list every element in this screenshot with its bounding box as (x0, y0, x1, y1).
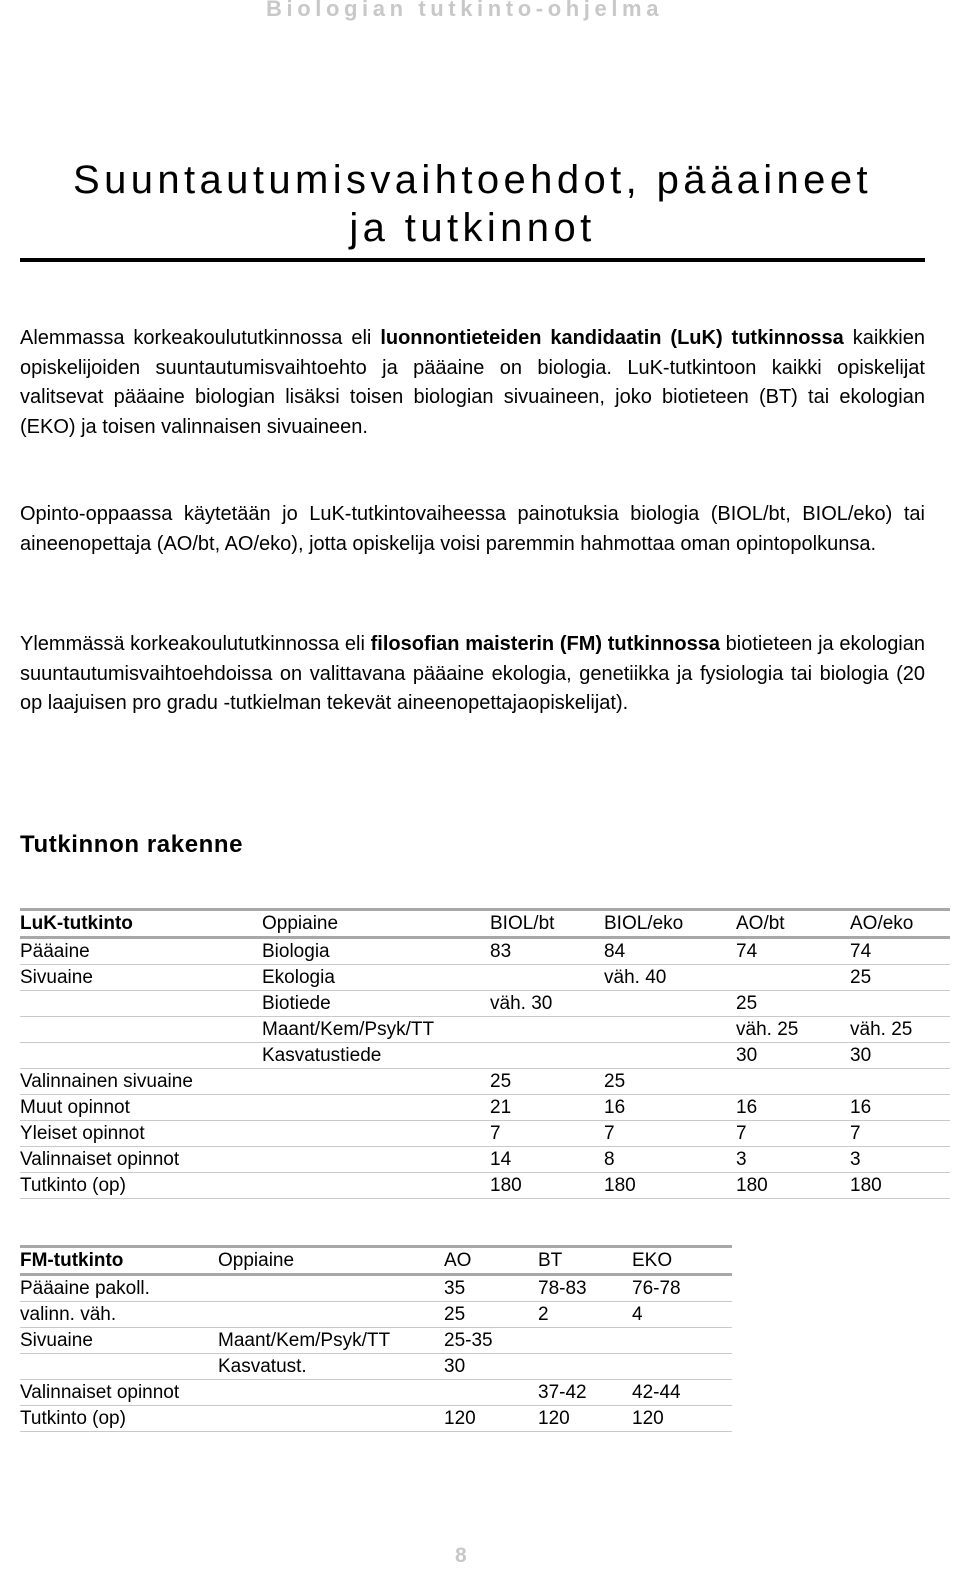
table-row (20, 965, 950, 991)
paragraph-text: kaikkien opiskelijoiden suuntautumisvaihtoehto ja pääaine on biologia. LuK-tutkintoon kaikki opiskelijat valitsevat pääaine biologian lisäksi toisen biologian sivuaineen, joko biotieteen (BT) tai ekologian (EKO) ja toisen valinnaisen sivuaineen. (20, 327, 925, 438)
page-title-line-2: ja tutkinnot (349, 206, 596, 250)
table-row (20, 1302, 732, 1328)
table-cell: Kasvatustiede (262, 1043, 490, 1069)
table-cell: 74 (736, 938, 850, 965)
table-cell: 30 (444, 1354, 538, 1380)
table-row (20, 1095, 950, 1121)
table-cell (262, 1173, 490, 1199)
running-header: Biologian tutkinto-ohjelma (266, 0, 664, 21)
table-cell: Valinnainen sivuaine (20, 1069, 262, 1095)
table-cell: Sivuaine (20, 1328, 218, 1354)
table-cell: 25-35 (444, 1328, 538, 1354)
table-cell: 8 (604, 1147, 736, 1173)
paragraph-fm-degree (20, 630, 925, 719)
table-header-row (20, 910, 950, 938)
paragraph-bold-text: filosofian maisterin (FM) tutkinnossa (370, 633, 720, 655)
table-cell: väh. 25 (736, 1017, 850, 1043)
table-header-cell: BIOL/bt (490, 910, 604, 938)
table-cell: Biotiede (262, 991, 490, 1017)
table-cell: 78-83 (538, 1275, 632, 1302)
table-cell (20, 1017, 262, 1043)
table-cell: 7 (850, 1121, 950, 1147)
paragraph-luk-degree (20, 324, 925, 442)
table-cell (490, 1043, 604, 1069)
table-cell (218, 1275, 444, 1302)
table-cell (20, 1043, 262, 1069)
table-cell (736, 1069, 850, 1095)
table-row (20, 1406, 732, 1432)
table-cell: Pääaine pakoll. (20, 1275, 218, 1302)
table-cell: 7 (736, 1121, 850, 1147)
table-cell: 7 (604, 1121, 736, 1147)
table-cell: 2 (538, 1302, 632, 1328)
page-title-line-1: Suuntautumisvaihtoehdot, pääaineet (73, 158, 872, 202)
table-cell: väh. 30 (490, 991, 604, 1017)
table-header-cell: BT (538, 1247, 632, 1275)
table-cell (850, 991, 950, 1017)
table-cell: 3 (850, 1147, 950, 1173)
table-cell: Kasvatust. (218, 1354, 444, 1380)
table-cell (262, 1147, 490, 1173)
table-row (20, 1121, 950, 1147)
table-cell: 16 (850, 1095, 950, 1121)
table-cell: Muut opinnot (20, 1095, 262, 1121)
table-cell: 30 (850, 1043, 950, 1069)
table-cell: valinn. väh. (20, 1302, 218, 1328)
table-cell: 25 (736, 991, 850, 1017)
table-cell (490, 965, 604, 991)
table-cell: Tutkinto (op) (20, 1406, 218, 1432)
table-cell: 35 (444, 1275, 538, 1302)
table-cell: 4 (632, 1302, 732, 1328)
table-cell: Maant/Kem/Psyk/TT (218, 1328, 444, 1354)
table-cell: Tutkinto (op) (20, 1173, 262, 1199)
table-cell (262, 1069, 490, 1095)
table-cell (850, 1069, 950, 1095)
table-cell: 42-44 (632, 1380, 732, 1406)
table-cell (218, 1302, 444, 1328)
section-heading: Tutkinnon rakenne (20, 831, 244, 858)
table-cell: 180 (490, 1173, 604, 1199)
table-cell (538, 1354, 632, 1380)
table-header-cell: Oppiaine (262, 910, 490, 938)
table-cell: 16 (736, 1095, 850, 1121)
table-cell: Biologia (262, 938, 490, 965)
table-cell: väh. 25 (850, 1017, 950, 1043)
table-cell (604, 1043, 736, 1069)
fm-degree-table (20, 1245, 732, 1432)
table-cell: 7 (490, 1121, 604, 1147)
table-row (20, 1173, 950, 1199)
table-cell: 25 (490, 1069, 604, 1095)
table-cell: Maant/Kem/Psyk/TT (262, 1017, 490, 1043)
table-header-cell: AO/eko (850, 910, 950, 938)
table-row (20, 1147, 950, 1173)
table-row (20, 1354, 732, 1380)
table-cell: 180 (850, 1173, 950, 1199)
table-cell: Yleiset opinnot (20, 1121, 262, 1147)
table-cell: 3 (736, 1147, 850, 1173)
table-cell: 30 (736, 1043, 850, 1069)
title-underline (20, 258, 925, 262)
table-cell (736, 965, 850, 991)
table-row (20, 1069, 950, 1095)
table-cell: 25 (850, 965, 950, 991)
table-header-cell: BIOL/eko (604, 910, 736, 938)
table-row (20, 1380, 732, 1406)
table-cell: 74 (850, 938, 950, 965)
table-cell: 180 (604, 1173, 736, 1199)
table-row (20, 1017, 950, 1043)
table-cell: Sivuaine (20, 965, 262, 991)
table-cell (20, 991, 262, 1017)
table-cell: väh. 40 (604, 965, 736, 991)
page-title (20, 156, 925, 252)
table-cell: 120 (632, 1406, 732, 1432)
table-header-cell: EKO (632, 1247, 732, 1275)
table-header-row (20, 1247, 732, 1275)
table-cell (218, 1406, 444, 1432)
table-cell: 180 (736, 1173, 850, 1199)
table-cell (218, 1380, 444, 1406)
table-cell: 83 (490, 938, 604, 965)
table-cell: 76-78 (632, 1275, 732, 1302)
table-cell (262, 1121, 490, 1147)
paragraph-text: biotieteen ja ekologian suuntautumisvaihtoehdoissa on valittavana pääaine ekologia, genetiikka ja fysiologia tai biologia (20 op laajuisen pro gradu -tutkielman tekevät aineenopettajaopiskelijat). (20, 633, 926, 714)
table-cell: 84 (604, 938, 736, 965)
table-cell: Ekologia (262, 965, 490, 991)
table-cell: 37-42 (538, 1380, 632, 1406)
table-cell (262, 1095, 490, 1121)
paragraph-study-guide: Opinto-oppaassa käytetään jo LuK-tutkintovaiheessa painotuksia biologia (BIOL/bt, BIOL/eko) tai aineenopettaja (AO/bt, AO/eko), jotta opiskelija voisi paremmin hahmottaa oman opintopolkunsa. (20, 503, 925, 555)
table-header-cell: FM-tutkinto (20, 1247, 218, 1275)
table-header-cell: AO/bt (736, 910, 850, 938)
table-cell: Valinnaiset opinnot (20, 1147, 262, 1173)
table-cell: 120 (538, 1406, 632, 1432)
paragraph-text: Alemmassa korkeakoulututkinnossa eli (20, 327, 381, 349)
table-cell: Valinnaiset opinnot (20, 1380, 218, 1406)
table-row (20, 1328, 732, 1354)
table-header-cell: AO (444, 1247, 538, 1275)
table-cell: 21 (490, 1095, 604, 1121)
table-cell: 120 (444, 1406, 538, 1432)
table-cell (444, 1380, 538, 1406)
table-cell: 25 (604, 1069, 736, 1095)
table-row (20, 1043, 950, 1069)
table-cell: Pääaine (20, 938, 262, 965)
paragraph-bold-text: luonnontieteiden kandidaatin (LuK) tutkinnossa (380, 327, 844, 349)
table-row (20, 991, 950, 1017)
table-cell (20, 1354, 218, 1380)
paragraph-text: Ylemmässä korkeakoulututkinnossa eli (20, 633, 371, 655)
table-cell (604, 991, 736, 1017)
table-cell (538, 1328, 632, 1354)
table-cell: 16 (604, 1095, 736, 1121)
table-cell (490, 1017, 604, 1043)
table-cell (632, 1354, 732, 1380)
table-cell (632, 1328, 732, 1354)
page-number: 8 (455, 1544, 467, 1567)
table-row (20, 938, 950, 965)
luk-degree-table (20, 908, 950, 1199)
table-cell: 25 (444, 1302, 538, 1328)
table-header-cell: LuK-tutkinto (20, 910, 262, 938)
table-cell: 14 (490, 1147, 604, 1173)
table-row (20, 1275, 732, 1302)
table-cell (604, 1017, 736, 1043)
table-header-cell: Oppiaine (218, 1247, 444, 1275)
